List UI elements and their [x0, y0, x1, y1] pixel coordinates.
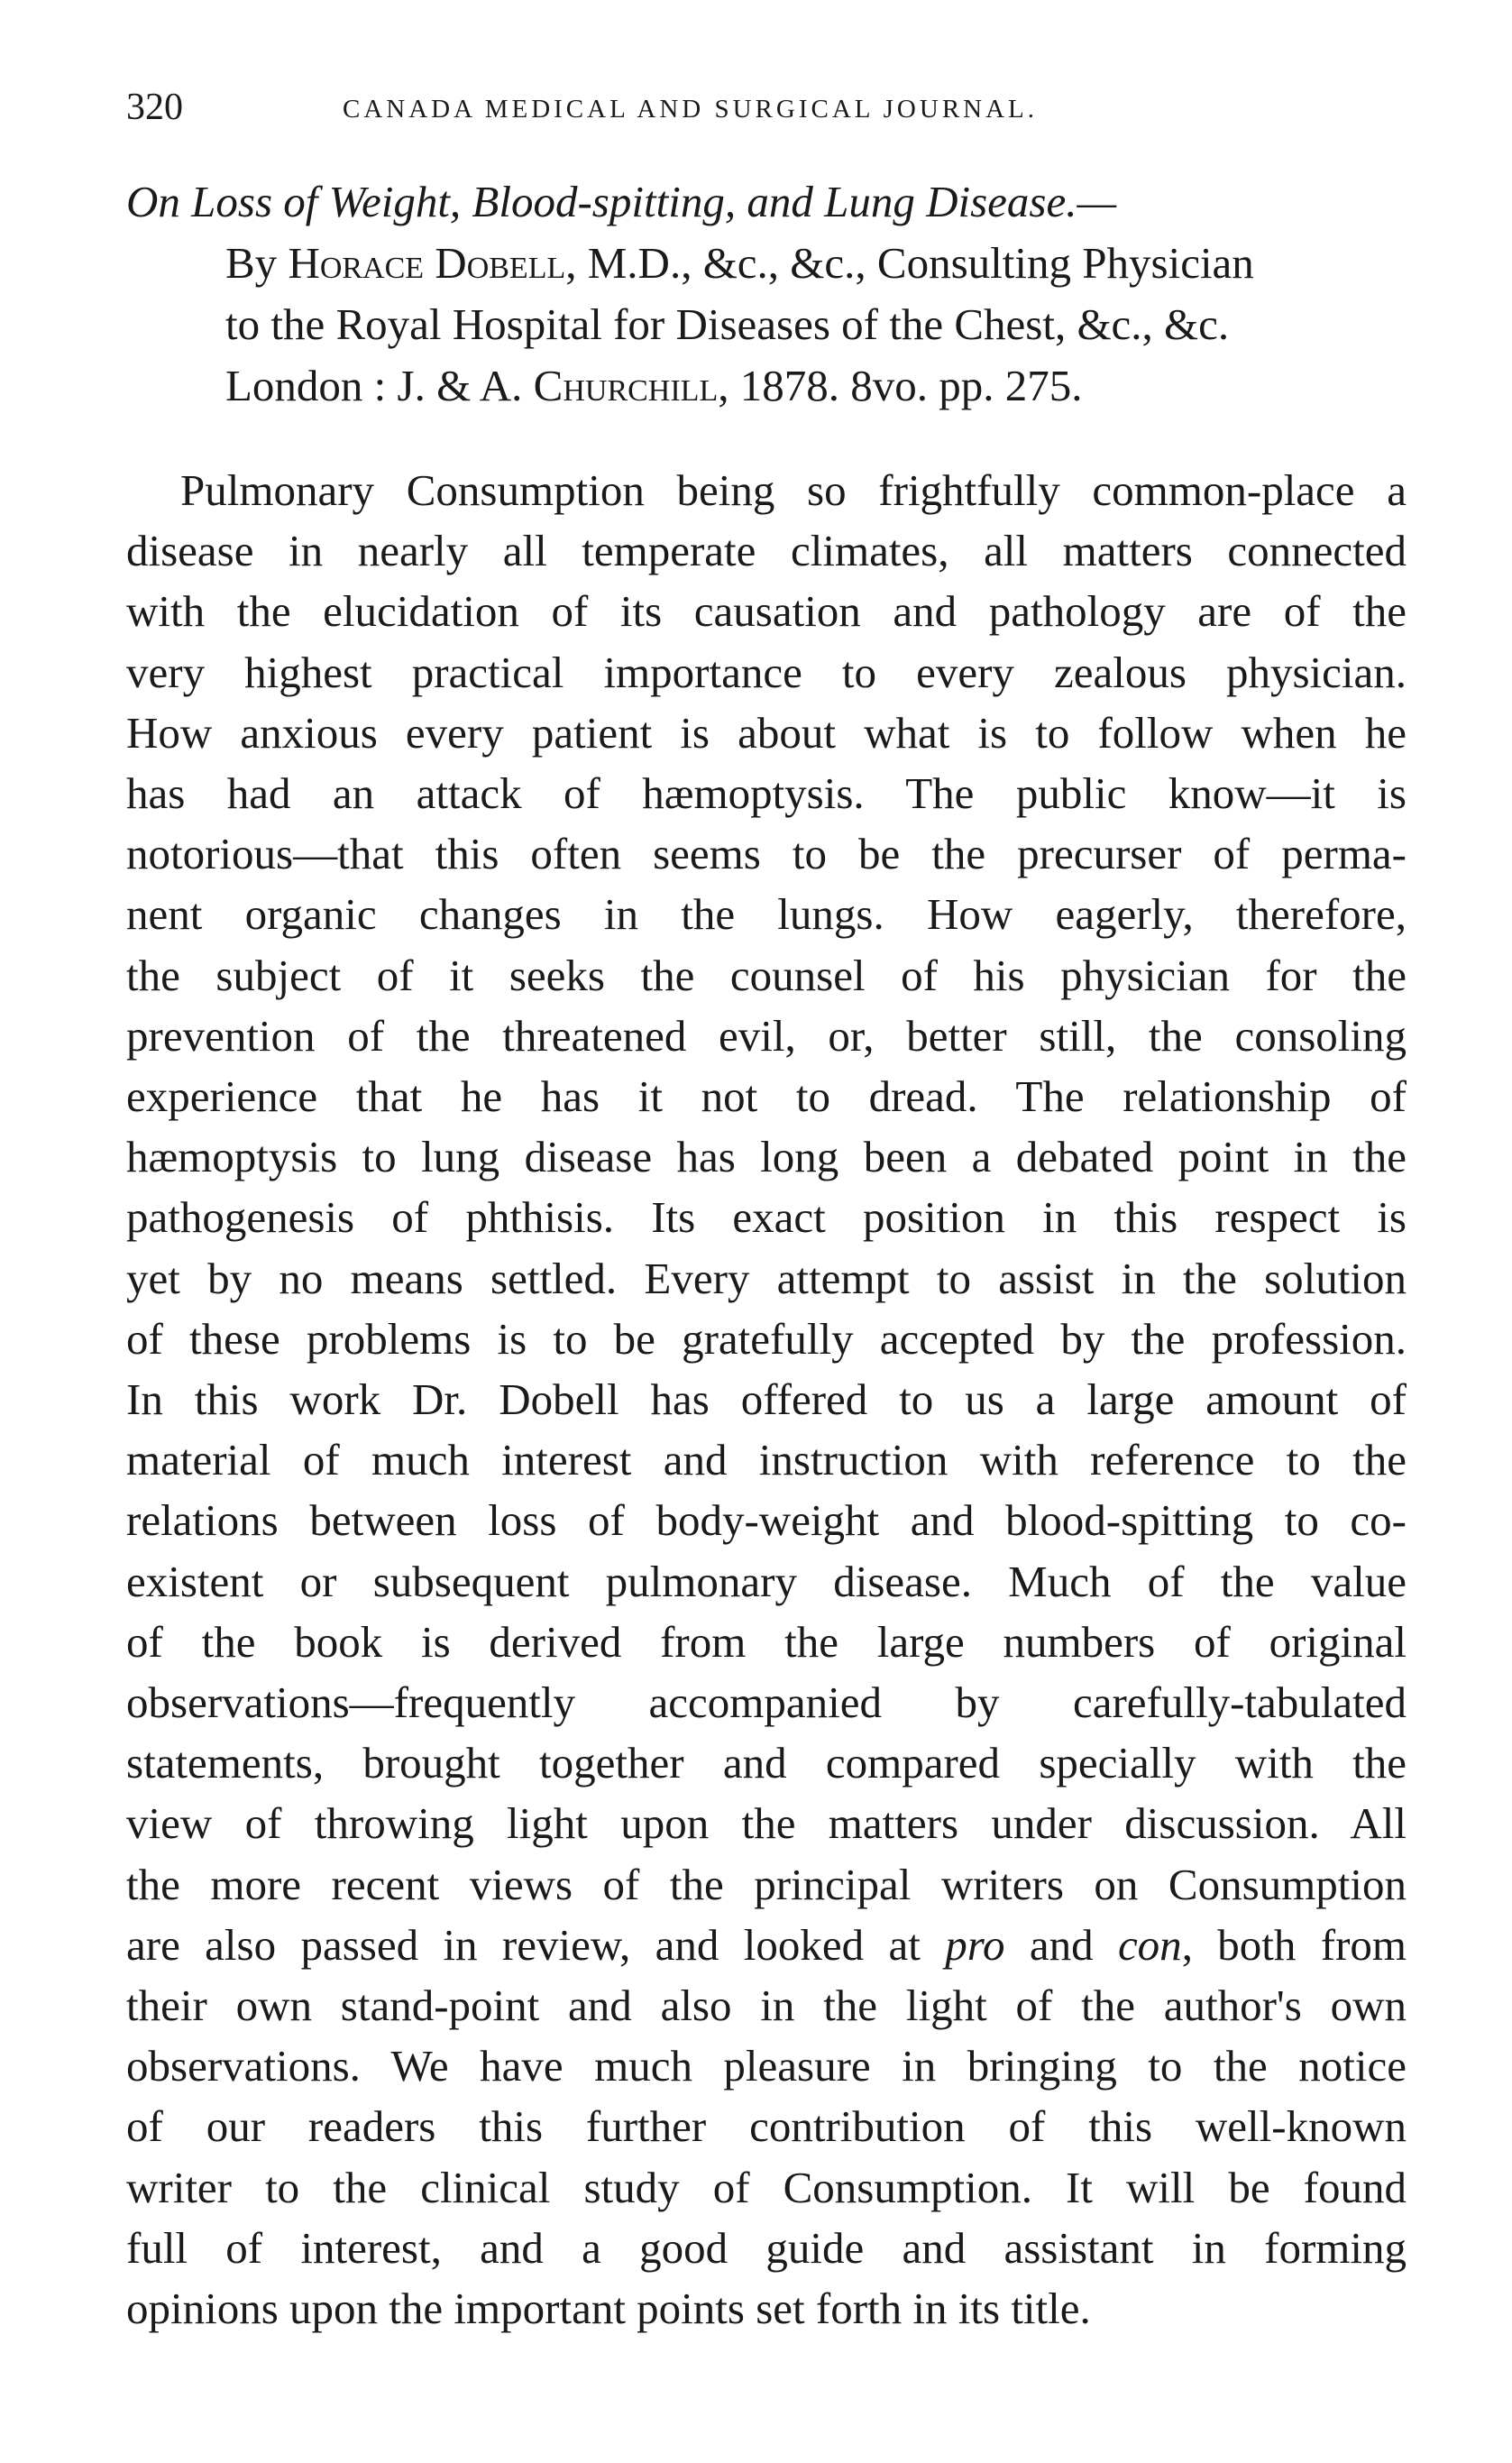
author-line: [126, 233, 1407, 294]
imprint-details: , 1878. 8vo. pp. 275.: [718, 361, 1083, 410]
text-line: view of throwing light upon the matters under discussion. All: [126, 1798, 1407, 1849]
italic-con: con: [1117, 1919, 1182, 1970]
italic-pro: pro: [945, 1919, 1005, 1970]
text-line: of the book is derived from the large numbers of original: [126, 1616, 1407, 1667]
text-line: the subject of it seeks the counsel of his physician for the: [126, 950, 1407, 1000]
text-line: observations. We have much pleasure in bringing to the notice: [126, 2041, 1407, 2091]
author-name: Horace Dobell: [288, 238, 566, 288]
text-line: prevention of the threatened evil, or, better still, the consoling: [126, 1010, 1407, 1061]
imprint-place: London :: [225, 361, 387, 410]
text-line: writer to the clinical study of Consumption. It will be found: [126, 2162, 1407, 2212]
text-line: nent organic changes in the lungs. How eagerly, therefore,: [126, 889, 1407, 940]
text-line-pro-con: [126, 1915, 1407, 1975]
text-line: experience that he has it not to dread. The relationship of: [126, 1071, 1407, 1122]
affiliation-line: to the Royal Hospital for Diseases of the Chest, &c., &c.: [225, 299, 1230, 349]
text-line: hæmoptysis to lung disease has long been a debated point in the: [126, 1132, 1407, 1182]
text-line: full of interest, and a good guide and assistant in forming: [126, 2222, 1407, 2273]
imprint-line: [126, 355, 1407, 417]
text-line: pathogenesis of phthisis. Its exact position in this respect is: [126, 1192, 1407, 1243]
text-line: In this work Dr. Dobell has offered to us a large amount of: [126, 1374, 1407, 1425]
author-credentials: , M.D., &c., &c., Consulting Physician: [565, 238, 1254, 288]
text-line: of these problems is to be gratefully accepted by the profession.: [126, 1313, 1407, 1364]
text-segment: , both from: [1181, 1919, 1407, 1970]
text-line: Pulmonary Consumption being so frightfully common-place a: [180, 465, 1407, 515]
text-line: existent or subsequent pulmonary disease. Much of the value: [126, 1556, 1407, 1606]
book-title: On Loss of Weight, Blood-spitting, and Lung Disease.—: [126, 177, 1117, 226]
text-line: opinions upon the important points set forth in its title.: [126, 2284, 1091, 2334]
text-line: notorious—that this often seems to be the precurser of perma-: [126, 829, 1407, 879]
book-citation: [126, 171, 1407, 417]
text-line: their own stand-point and also in the light of the author's own: [126, 1981, 1407, 2031]
text-line: yet by no means settled. Every attempt to assist in the solution: [126, 1253, 1407, 1303]
text-line: relations between loss of body-weight and blood-spitting to co-: [126, 1495, 1407, 1546]
text-line: very highest practical importance to every zealous physician.: [126, 647, 1407, 697]
publisher-name: J. & A. Churchill: [397, 361, 719, 410]
text-line: with the elucidation of its causation and pathology are of the: [126, 586, 1407, 637]
text-line: of our readers this further contribution of this well-known: [126, 2101, 1407, 2152]
text-segment: and: [1029, 1919, 1094, 1970]
journal-title: CANADA MEDICAL AND SURGICAL JOURNAL.: [343, 95, 1039, 124]
by-word: By: [225, 238, 278, 288]
review-body: [126, 460, 1407, 2339]
text-line: the more recent views of the principal writers on Consumption: [126, 1859, 1407, 1909]
text-line: observations—frequently accompanied by carefully-tabulated: [126, 1677, 1407, 1728]
text-line: statements, brought together and compared specially with the: [126, 1738, 1407, 1788]
text-line: material of much interest and instruction with reference to the: [126, 1435, 1407, 1485]
page-number: 320: [126, 87, 183, 128]
text-line: disease in nearly all temperate climates, all matters connected: [126, 526, 1407, 576]
running-head: [126, 86, 1407, 140]
text-segment: are also passed in review, and looked at: [126, 1919, 921, 1970]
text-line: has had an attack of hæmoptysis. The public know—it is: [126, 768, 1407, 819]
text-line: How anxious every patient is about what is to follow when he: [126, 707, 1407, 758]
